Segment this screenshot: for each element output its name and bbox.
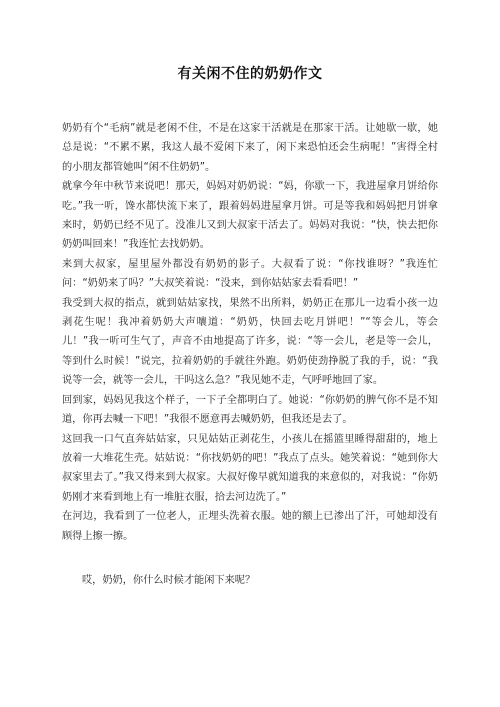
document-title: 有关闲不住的奶奶作文 — [177, 66, 323, 82]
paragraph-3: 来到大叔家，屋里屋外都没有奶奶的影子。大叔看了说：“你找谁呀？”我连忙问：“奶奶来了吗？”大叔笑着说：“没来，到你姑姑家去看看吧！” — [62, 258, 438, 290]
paragraph-1: 奶奶有个“毛病”就是老闲不住，不是在这家干活就是在那家干活。让她歇一歇，她总是说：“不累不累，我这人最不爱闲下来了，闲下来恐怕还会生病呢！”害得全村的小朋友都管她叫“闲不住奶奶”。 — [62, 123, 438, 173]
paragraph-6: 这回我一口气直奔姑姑家，只见姑姑正剥花生，小孩儿在摇篮里睡得甜甜的，地上放着一大堆花生壳。姑姑说：“你找奶奶的吧！”我点了点头。她笑着说：“她到你大叔家里去了。”我又得来到大叔家。大叔好像早就知道我的来意似的，对我说：“你奶奶刚才来看到地上有一堆脏衣服，拾去河边洗了。” — [62, 433, 438, 503]
paragraph-7: 在河边，我看到了一位老人，正埋头洗着衣服。她的额上已渗出了汗，可她却没有顾得上擦一擦。 — [62, 511, 438, 542]
closing-line: 哎，奶奶，你什么时候才能闲下来呢？ — [82, 575, 256, 586]
paragraph-5: 回到家，妈妈见我这个样子，一下子全都明白了。她说：“你奶奶的脾气你不是不知道，你再去喊一下吧！”我很不愿意再去喊奶奶，但我还是去了。 — [62, 394, 438, 426]
paragraph-2: 就拿今年中秋节来说吧！那天，妈妈对奶奶说：“妈，你歇一下，我进屋拿月饼给你吃。”我一听，馋水都快流下来了，跟着妈妈进屋拿月饼。可是等我和妈妈把月饼拿来时，奶奶已经不见了。没准儿又到大叔家干活去了。妈妈对我说：“快，快去把你奶奶叫回来！”我连忙去找奶奶。 — [62, 181, 438, 251]
document-body — [62, 119, 438, 546]
paragraph-4: 我受到大叔的指点，就到姑姑家找，果然不出所料，奶奶正在那儿一边看小孩一边剥花生呢！我冲着奶奶大声嚷道：“奶奶，快回去吃月饼吧！”“等会儿，等会儿！”我一听可生气了，声音不由地提高了许多，说：“等一会儿，老是等一会儿，等到什么时候！”说完，拉着奶奶的手就往外跑。奶奶使劲挣脱了我的手，说：“我说等一会，就等一会儿，干吗这么急？”我见她不走，气呼呼地回了家。 — [62, 297, 438, 387]
